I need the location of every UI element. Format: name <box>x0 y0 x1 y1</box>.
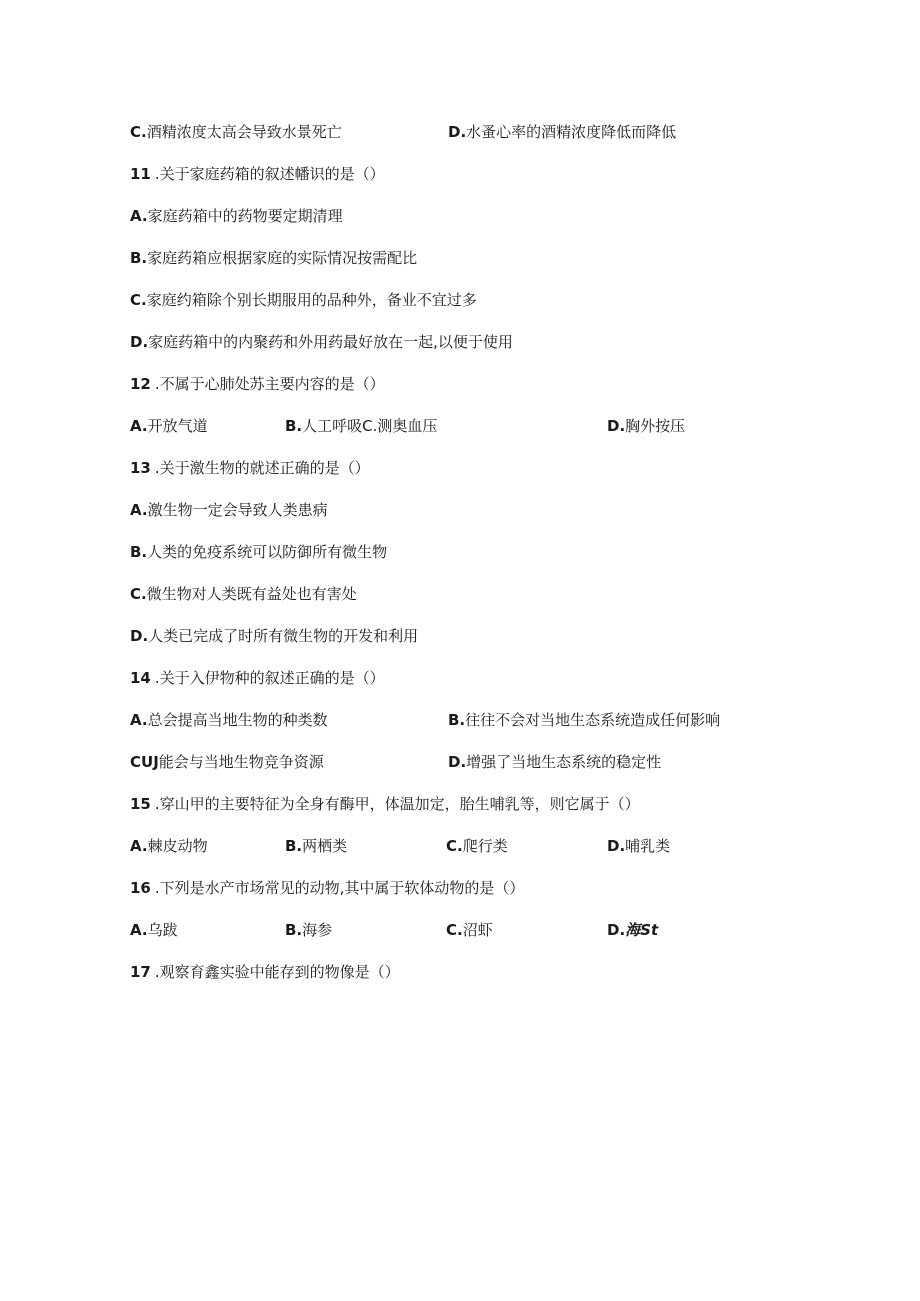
option-label: D. <box>448 753 467 771</box>
q11-option-d <box>130 332 513 352</box>
q15-option-b <box>285 836 347 856</box>
option-label: D. <box>607 837 626 855</box>
option-label: C. <box>446 837 463 855</box>
q13-option-a <box>130 500 328 520</box>
q16-option-c <box>446 920 493 940</box>
q16-option-a <box>130 920 178 940</box>
option-text: 酒精浓度太高会导致水景死亡 <box>146 123 342 141</box>
option-text: 家庭药箱应根据家庭的实际情况按需配比 <box>147 249 418 267</box>
option-label: D. <box>448 123 467 141</box>
option-text: 人类已完成了时所有微生物的开发和利用 <box>148 627 419 645</box>
q13-stem <box>130 458 370 478</box>
q11-option-b <box>130 248 417 268</box>
question-number: 11 <box>130 165 151 183</box>
option-label: C. <box>130 291 147 309</box>
q10-option-c <box>130 122 342 142</box>
option-text: 沼虾 <box>462 921 493 939</box>
option-label: A. <box>130 417 148 435</box>
option-text: 微生物对人类既有益处也有害处 <box>146 585 357 603</box>
option-label: C. <box>446 921 463 939</box>
q13-option-d <box>130 626 418 646</box>
option-text: 棘皮动物 <box>147 837 208 855</box>
question-number: 12 <box>130 375 151 393</box>
q12-option-d <box>607 416 685 436</box>
option-text: 胸外按压 <box>625 417 686 435</box>
option-text: 水蚤心率的酒精浓度降低而降低 <box>466 123 677 141</box>
option-text: 开放气道 <box>147 417 208 435</box>
option-label: D. <box>607 417 626 435</box>
q12-stem <box>130 374 385 394</box>
q14-option-b <box>448 710 720 730</box>
option-label: CUJ <box>130 753 159 771</box>
question-text: .关于激生物的就述正确的是（） <box>154 459 370 477</box>
q15-option-d <box>607 836 670 856</box>
option-text: 能会与当地生物竞争资源 <box>158 753 324 771</box>
option-label: B. <box>285 837 303 855</box>
option-text: 增强了当地生态系统的稳定性 <box>466 753 662 771</box>
option-label: C. <box>130 123 147 141</box>
question-text: .穿山甲的主要特征为全身有酶甲，体温加定，胎生哺乳等，则它属于（） <box>154 795 640 813</box>
option-label: B. <box>130 543 148 561</box>
option-text: 乌跋 <box>147 921 178 939</box>
question-number: 15 <box>130 795 151 813</box>
option-text: 两栖类 <box>302 837 348 855</box>
q14-option-d <box>448 752 661 772</box>
option-text: 人类的免疫系统可以防御所有微生物 <box>147 543 388 561</box>
option-label: B. <box>448 711 466 729</box>
option-text: 总会提高当地生物的种类数 <box>147 711 328 729</box>
question-number: 13 <box>130 459 151 477</box>
question-text: .不属于心肺处苏主要内容的是（） <box>154 375 385 393</box>
option-text: 家庭约箱除个别长期服用的品种外，备业不宜过多 <box>146 291 477 309</box>
q16-option-d <box>607 920 658 940</box>
q11-stem <box>130 164 385 184</box>
q12-option-a <box>130 416 208 436</box>
q16-option-b <box>285 920 332 940</box>
q13-option-c <box>130 584 357 604</box>
q10-option-d <box>448 122 676 142</box>
option-label: A. <box>130 837 148 855</box>
question-number: 14 <box>130 669 151 687</box>
question-text: .下列是水产市场常见的动物,其中属于软体动物的是（） <box>154 879 525 897</box>
q14-option-a <box>130 710 328 730</box>
q15-stem <box>130 794 640 814</box>
q15-option-c <box>446 836 508 856</box>
option-label: C. <box>130 585 147 603</box>
q11-option-c <box>130 290 477 310</box>
q16-stem <box>130 878 524 898</box>
option-text: 哺乳类 <box>625 837 671 855</box>
q14-stem <box>130 668 385 688</box>
option-text: 家庭药箱中的药物要定期清理 <box>147 207 343 225</box>
option-label: A. <box>130 711 148 729</box>
option-label: B. <box>285 417 303 435</box>
option-text: 海参 <box>302 921 333 939</box>
q13-option-b <box>130 542 387 562</box>
option-label: B. <box>130 249 148 267</box>
option-text: 家庭药箱中的内聚药和外用药最好放在一起,以便于使用 <box>148 333 513 351</box>
option-text: 人工呼吸C.测奥血压 <box>302 417 438 435</box>
question-number: 17 <box>130 963 151 981</box>
question-number: 16 <box>130 879 151 897</box>
question-text: .观察育鑫实验中能存到的物像是（） <box>154 963 400 981</box>
q15-option-a <box>130 836 208 856</box>
option-text: 激生物一定会导致人类患病 <box>147 501 328 519</box>
option-text: 爬行类 <box>462 837 508 855</box>
option-label: D. <box>130 627 149 645</box>
option-label: A. <box>130 921 148 939</box>
question-text: .关于入伊物种的叙述正确的是（） <box>154 669 385 687</box>
option-label: D. <box>130 333 149 351</box>
option-label: B. <box>285 921 303 939</box>
q14-option-c <box>130 752 324 772</box>
question-text: .关于家庭药箱的叙述幡识的是（） <box>154 165 385 183</box>
q12-option-bc <box>285 416 437 436</box>
q11-option-a <box>130 206 343 226</box>
option-text: 海St <box>625 921 659 939</box>
option-text: 往往不会对当地生态系统造成任何影响 <box>465 711 721 729</box>
option-label: D. <box>607 921 626 939</box>
q17-stem <box>130 962 400 982</box>
option-label: A. <box>130 207 148 225</box>
option-label: A. <box>130 501 148 519</box>
